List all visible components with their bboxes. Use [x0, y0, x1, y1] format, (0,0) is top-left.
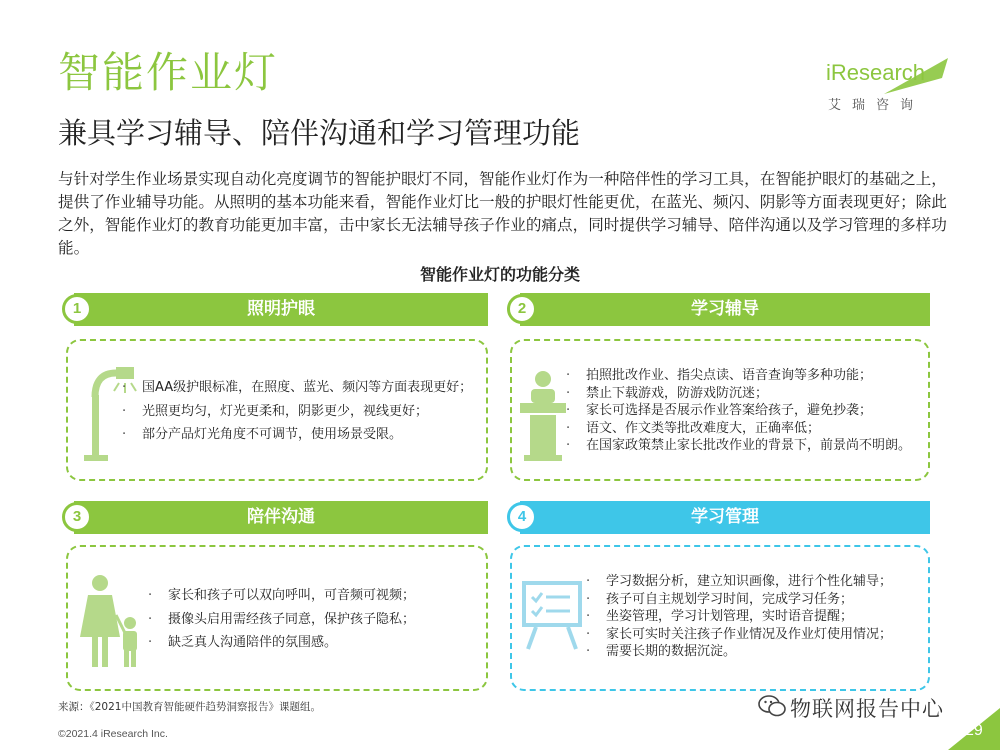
list-item: · 禁止下载游戏，防游戏防沉迷； — [564, 385, 911, 403]
list-item: · 需要长期的数据沉淀。 — [584, 643, 892, 661]
panel-content-box — [510, 545, 930, 691]
list-item: · 国AA级护眼标准，在照度、蓝光、频闪等方面表现更好； — [120, 379, 472, 397]
list-item: · 家长可实时关注孩子作业情况及作业灯使用情况； — [584, 626, 892, 644]
list-item: · 家长和孩子可以双向呼叫，可音频可视频； — [146, 587, 415, 605]
checklist-board-icon — [522, 581, 582, 651]
panel-number-badge: 4 — [507, 502, 537, 532]
copyright-text: ©2021.4 iResearch Inc. — [58, 728, 168, 740]
list-item: · 孩子可自主规划学习时间，完成学习任务； — [584, 591, 892, 609]
panel-number-badge: 2 — [507, 294, 537, 324]
panel-content-box — [66, 339, 488, 481]
panel-content-box — [66, 545, 488, 691]
list-item: · 缺乏真人沟通陪伴的氛围感。 — [146, 634, 415, 652]
list-item: · 拍照批改作业、指尖点读、语音查询等多种功能； — [564, 367, 911, 385]
list-item: · 在国家政策禁止家长批改作业的背景下，前景尚不明朗。 — [564, 437, 911, 455]
intro-paragraph: 与针对学生作业场景实现自动化亮度调节的智能护眼灯不同，智能作业灯作为一种陪伴性的学习工具，在智能护眼灯的基础之上，提供了作业辅导功能。从照明的基本功能来看，智能作业灯比一般的护眼灯性能更优，在蓝光、频闪、阴影等方面表现更好；除此之外，智能作业灯的教育功能更加丰富，击中家长无法辅导孩子作业的痛点，同时提供学习辅导、陪伴沟通以及学习管理的多样功能。 — [58, 170, 947, 257]
panel-content-box — [510, 339, 930, 481]
panel-title: 学习管理 — [691, 507, 759, 527]
panel-header-bar — [74, 293, 488, 326]
panel-title: 学习辅导 — [691, 299, 759, 319]
iresearch-logo — [826, 56, 956, 116]
panel-header-bar — [520, 501, 930, 534]
panel-bullet-list — [120, 379, 472, 444]
panel-bullet-list — [564, 367, 911, 455]
wechat-icon — [758, 694, 786, 718]
logo-chinese: 艾瑞咨询 — [828, 98, 925, 113]
panel-header-bar — [520, 293, 930, 326]
teacher-podium-icon — [518, 371, 568, 463]
source-note: 来源：《2021中国教育智能硬件趋势洞察报告》课题组。 — [58, 701, 321, 713]
panel-bullet-list — [584, 573, 892, 661]
list-item: · 家长可选择是否展示作业答案给孩子，避免抄袭； — [564, 402, 911, 420]
panel-title: 陪伴沟通 — [247, 507, 315, 527]
list-item: · 学习数据分析，建立知识画像，进行个性化辅导； — [584, 573, 892, 591]
list-item: · 部分产品灯光角度不可调节，使用场景受限。 — [120, 426, 472, 444]
page-subtitle: 兼具学习辅导、陪伴沟通和学习管理功能 — [58, 116, 581, 150]
panel-title: 照明护眼 — [247, 299, 315, 319]
panel-bullet-list — [146, 587, 415, 652]
page-number: 29 — [965, 722, 983, 739]
section-heading: 智能作业灯的功能分类 — [419, 265, 580, 284]
panel-header-bar — [74, 501, 488, 534]
list-item: · 坐姿管理，学习计划管理，实时语音提醒； — [584, 608, 892, 626]
panel-number-badge: 1 — [62, 294, 92, 324]
list-item: · 光照更均匀，灯光更柔和，阴影更少，视线更好； — [120, 403, 472, 421]
list-item: · 摄像头启用需经孩子同意，保护孩子隐私； — [146, 611, 415, 629]
list-item: · 语文、作文类等批改难度大，正确率低； — [564, 420, 911, 438]
logo-wordmark: iResearch — [826, 60, 926, 85]
parent-child-icon — [78, 575, 144, 671]
page-title: 智能作业灯 — [58, 48, 279, 97]
panel-number-badge: 3 — [62, 502, 92, 532]
watermark-text: 物联网报告中心 — [790, 697, 944, 721]
